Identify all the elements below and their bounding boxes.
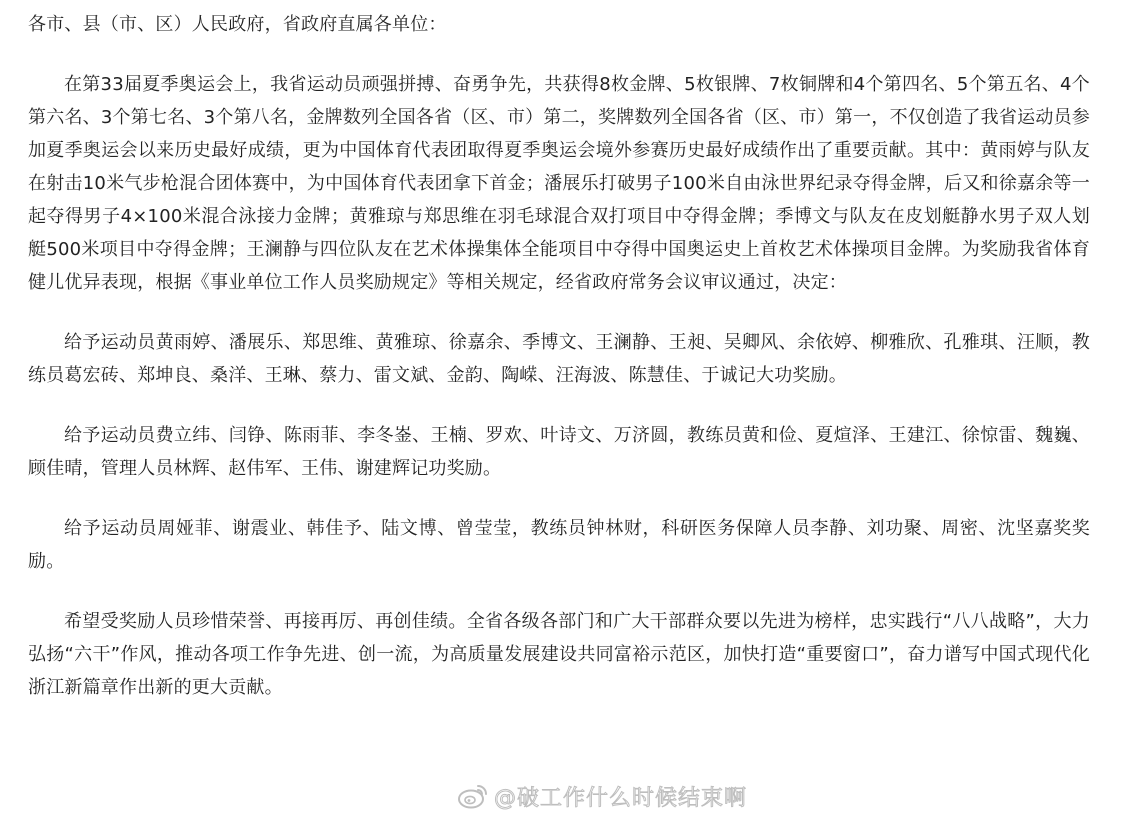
paragraph-merit-awards: 给予运动员费立纬、闫铮、陈雨菲、李冬崟、王楠、罗欢、叶诗文、万济圆，教练员黄和俭、夏煊泽、王建江、徐惊雷、魏巍、顾佳晴，管理人员林辉、赵伟军、王伟、谢建辉记功奖励。 [28, 425, 1090, 479]
salutation: 各市、县（市、区）人民政府，省政府直属各单位： [28, 14, 447, 35]
paragraph-closing: 希望受奖励人员珍惜荣誉、再接再厉、再创佳绩。全省各级各部门和广大干部群众要以先进为榜样，忠实践行“八八战略”，大力弘扬“六干”作风，推动各项工作争先进、创一流，为高质量发展建设共同富裕示范区，加快打造“重要窗口”，奋力谱写中国式现代化浙江新篇章作出新的更大贡献。 [28, 611, 1090, 698]
paragraph-major-merit-awards: 给予运动员黄雨婷、潘展乐、郑思维、黄雅琼、徐嘉余、季博文、王澜静、王昶、吴卿风、余依婷、柳雅欣、孔雅琪、汪顺，教练员葛宏砖、郑坤良、桑洋、王琳、蔡力、雷文斌、金韵、陶嵘、汪海波、陈慧佳、于诚记大功奖励。 [28, 332, 1090, 386]
watermark-text: @破工作什么时候结束啊 [494, 785, 748, 811]
weibo-logo-icon [458, 783, 488, 809]
paragraph-achievements: 在第33届夏季奥运会上，我省运动员顽强拼搏、奋勇争先，共获得8枚金牌、5枚银牌、7枚铜牌和4个第四名、5个第五名、4个第六名、3个第七名、3个第八名，金牌数列全国各省（区、市）第二，奖牌数列全国各省（区、市）第一，不仅创造了我省运动员参加夏季奥运会以来历史最好成绩，更为中国体育代表团取得夏季奥运会境外参赛历史最好成绩作出了重要贡献。其中：黄雨婷与队友在射击10米气步枪混合团体赛中，为中国体育代表团拿下首金；潘展乐打破男子100米自由泳世界纪录夺得金牌，后又和徐嘉余等一起夺得男子4×100米混合泳接力金牌；黄雅琼与郑思维在羽毛球混合双打项目中夺得金牌；季博文与队友在皮划艇静水男子双人划艇500米项目中夺得金牌；王澜静与四位队友在艺术体操集体全能项目中夺得中国奥运史上首枚艺术体操项目金牌。为奖励我省体育健儿优异表现，根据《事业单位工作人员奖励规定》等相关规定，经省政府常务会议审议通过，决定： [28, 74, 1090, 293]
paragraph-commendation-awards: 给予运动员周娅菲、谢震业、韩佳予、陆文博、曾莹莹，教练员钟林财，科研医务保障人员李静、刘功聚、周密、沈坚嘉奖奖励。 [28, 518, 1090, 572]
document-body [28, 0, 1090, 704]
watermark [458, 778, 747, 814]
